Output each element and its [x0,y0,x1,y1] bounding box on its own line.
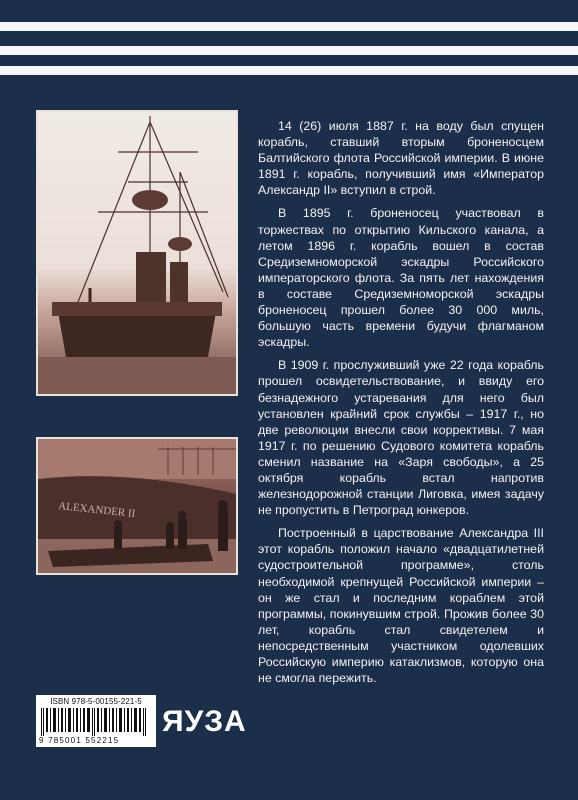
stripe [0,66,578,75]
battleship-photo [36,110,238,396]
publisher-logo: ЯУЗА [162,705,247,738]
hull-illustration [38,439,236,573]
hull-photo [36,437,238,575]
isbn-barcode [36,695,156,747]
paragraph: Построенный в царствование Александра III этот корабль положил начало «двадцатилетней судостроительной программе», столь необходимой крепнущей Российской империи – он же стал и последним кораблем этой программы, покинувшим строй. Прожив более 30 лет, корабль стал свидетелем и непосредственным участником одолевших Российскую империю катаклизмов, которую она не смогла пережить. [258,526,544,686]
barcode-digits: 9 785001 552215 [39,736,120,745]
battleship-illustration [38,112,236,394]
paragraph: В 1909 г. прослуживший уже 22 года корабль прошел освидетельствование, и ввиду его безнадежного устаревания для него был установлен крайний срок службы – 1917 г., но две революции внесли свои коррективы. 7 мая 1917 г. по решению Судового комитета корабль сменил название на «Заря свободы», а 25 октября корабль встал напротив железнодорожной станции Лиговка, имея задачу не пропустить в Петроград юнкеров. [258,358,544,518]
stripe [0,46,578,55]
isbn-label: ISBN 978-5-00155-221-5 [50,697,142,706]
stripe [0,22,578,31]
barcode-bars [41,708,151,736]
back-cover-text [258,118,544,693]
paragraph: В 1895 г. броненосец участвовал в торжествах по открытию Кильского канала, а летом 1896 г. корабль вошел в состав Средиземноморской эскадры Российского императорского флота. За пять лет нахождения в составе Средиземноморской эскадры броненосец прошел более 30 000 миль, большую часть времени будучи флагманом эскадры. [258,206,544,350]
svg-text:ALEXANDER II: ALEXANDER II [57,500,136,521]
paragraph: 14 (26) июля 1887 г. на воду был спущен корабль, ставший вторым броненосцем Балтийского флота Российской империи. В июне 1891 г. корабль, получивший имя «Император Александр II» вступил в строй. [258,119,544,198]
top-stripes [0,0,578,80]
